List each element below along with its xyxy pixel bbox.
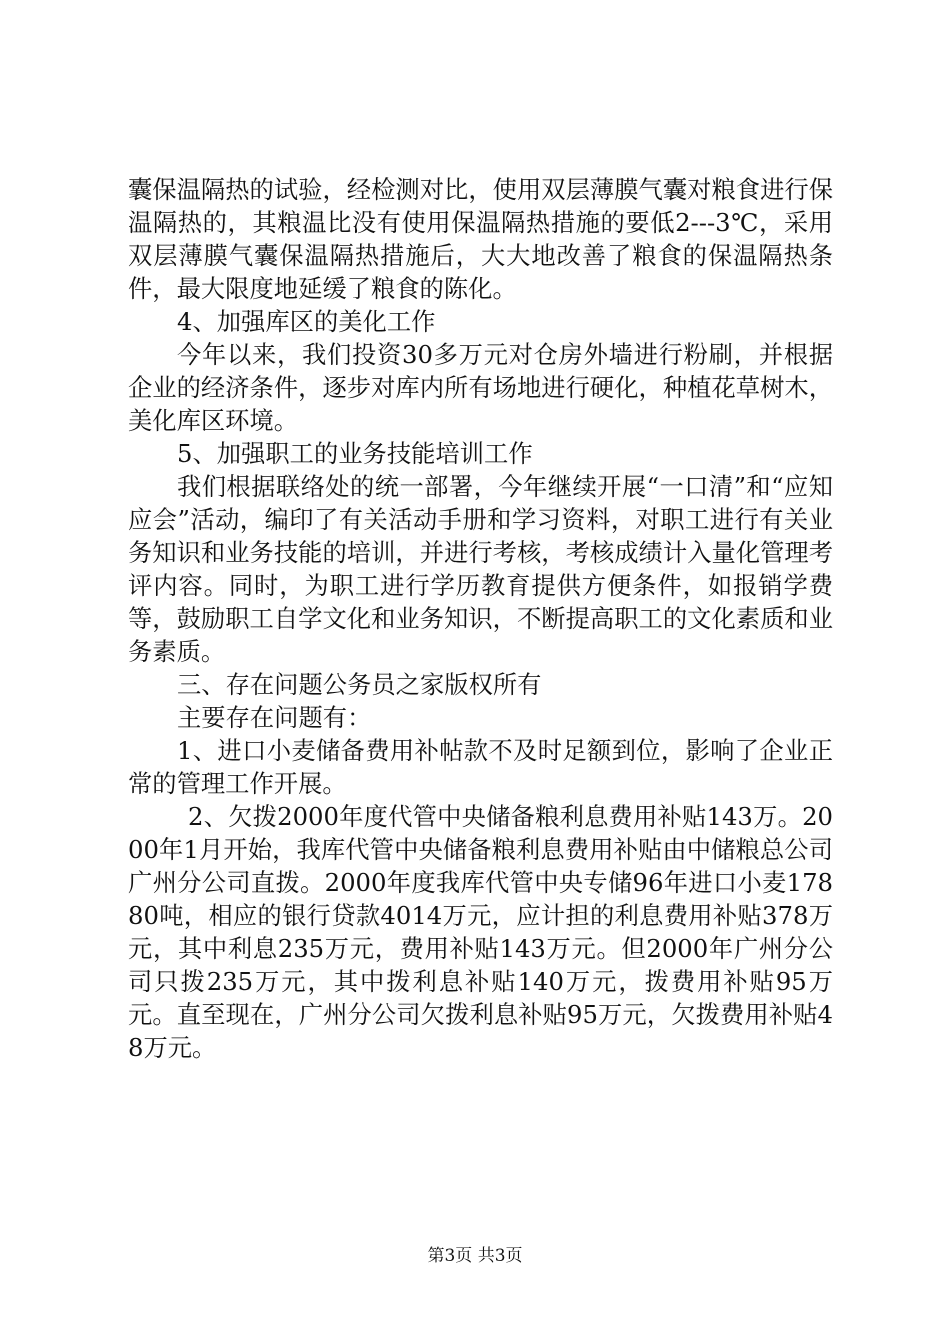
paragraph-problem-1: 1、进口小麦储备费用补帖款不及时足额到位，影响了企业正常的管理工作开展。 <box>128 736 833 798</box>
paragraph-problems-intro: 主要存在问题有： <box>177 703 372 732</box>
section-heading-training: 5、加强职工的业务技能培训工作 <box>177 439 533 468</box>
paragraph-continuation: 囊保温隔热的试验，经检测对比，使用双层薄膜气囊对粮食进行保温隔热的，其粮温比没有使用保温隔热措施的要低2---3℃，采用双层薄膜气囊保温隔热措施后，大大地改善了粮食的保温隔热条件，最大限度地延缓了粮食的陈化。 <box>128 175 833 303</box>
paragraph-problem-2: 2、欠拨2000年度代管中央储备粮利息费用补贴143万。2000年1月开始，我库代管中央储备粮利息费用补贴由中储粮总公司广州分公司直拨。2000年度我库代管中央专储96年进口小麦17880吨，相应的银行贷款4014万元，应计担的利息费用补贴378万元，其中利息235万元，费用补贴143万元。但2000年广州分公司只拨235万元，其中拨利息补贴140万元，拨费用补贴95万元。直至现在，广州分公司欠拨利息补贴95万元，欠拨费用补贴48万元。 <box>128 802 833 1062</box>
document-body <box>128 173 833 1064</box>
paragraph-training: 我们根据联络处的统一部署，今年继续开展“一口清”和“应知应会”活动，编印了有关活动手册和学习资料，对职工进行有关业务知识和业务技能的培训，并进行考核，考核成绩计入量化管理考评内容。同时，为职工进行学历教育提供方便条件，如报销学费等，鼓励职工自学文化和业务知识，不断提高职工的文化素质和业务素质。 <box>128 472 833 666</box>
paragraph-beautification: 今年以来，我们投资30多万元对仓房外墙进行粉刷，并根据企业的经济条件，逐步对库内所有场地进行硬化，种植花草树木，美化库区环境。 <box>128 340 833 435</box>
section-heading-beautification: 4、加强库区的美化工作 <box>177 307 436 336</box>
section-heading-problems: 三、存在问题公务员之家版权所有 <box>177 670 542 699</box>
page-number-footer: 第3页 共3页 <box>427 1246 523 1266</box>
